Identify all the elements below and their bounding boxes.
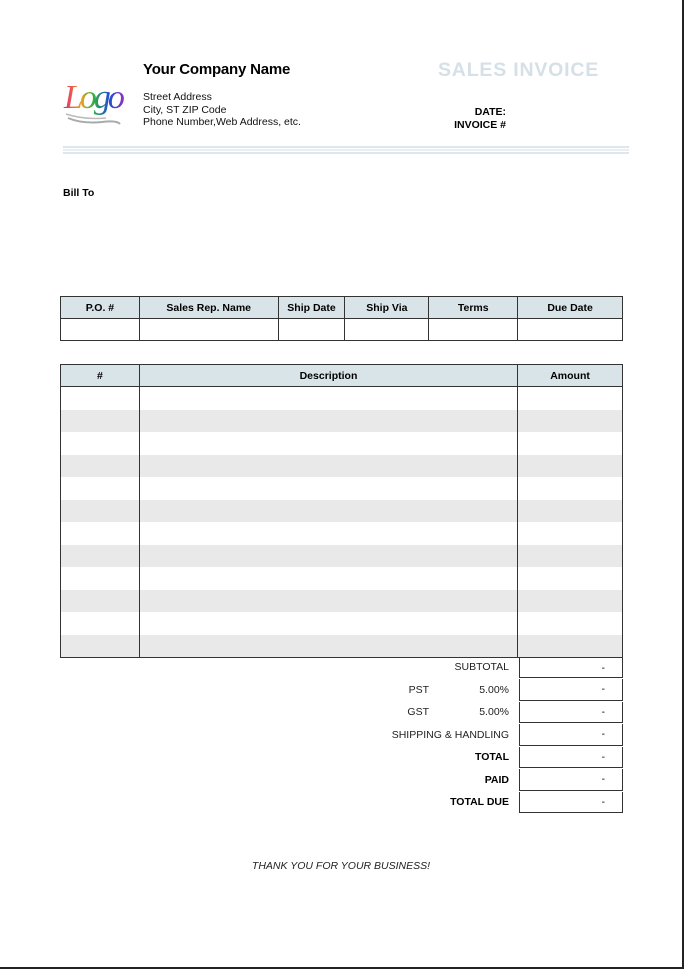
gst-row [300, 701, 623, 724]
po-number-cell[interactable] [61, 319, 140, 341]
subtotal-label: SUBTOTAL [454, 661, 509, 674]
description-cell[interactable] [139, 545, 517, 568]
totals-section [300, 656, 623, 814]
table-row [61, 455, 623, 478]
amount-cell[interactable] [518, 522, 623, 545]
city-state-zip: City, ST ZIP Code [143, 103, 227, 116]
table-row [61, 387, 623, 410]
item-number-cell[interactable] [61, 455, 140, 478]
invoice-title: SALES INVOICE [438, 59, 600, 81]
pst-rate: 5.00% [479, 683, 509, 696]
total-due-label: TOTAL DUE [450, 796, 509, 809]
gst-rate: 5.00% [479, 706, 509, 719]
description-header: Description [139, 365, 517, 387]
total-due-value[interactable]: - [519, 792, 623, 814]
line-items-table [60, 364, 623, 658]
description-cell[interactable] [139, 410, 517, 433]
company-address-block [143, 91, 301, 129]
date-label: DATE: [474, 106, 506, 118]
total-value[interactable]: - [519, 747, 623, 769]
line-items-header-row [61, 365, 623, 387]
item-number-cell[interactable] [61, 500, 140, 523]
description-cell[interactable] [139, 635, 517, 658]
amount-cell[interactable] [518, 612, 623, 635]
gst-value[interactable]: - [519, 702, 623, 724]
item-number-cell[interactable] [61, 567, 140, 590]
shipping-label: SHIPPING & HANDLING [391, 728, 509, 741]
order-info-header-row [61, 297, 623, 319]
pst-row [300, 679, 623, 702]
header-divider [63, 146, 629, 154]
description-cell[interactable] [139, 387, 517, 410]
amount-cell[interactable] [518, 590, 623, 613]
table-row [61, 567, 623, 590]
thank-you-message: THANK YOU FOR YOUR BUSINESS! [251, 860, 431, 872]
description-cell[interactable] [139, 455, 517, 478]
table-row [61, 635, 623, 658]
description-cell[interactable] [139, 432, 517, 455]
pst-value[interactable]: - [519, 679, 623, 701]
due-date-header: Due Date [518, 297, 623, 319]
amount-cell[interactable] [518, 567, 623, 590]
description-cell[interactable] [139, 500, 517, 523]
paid-value[interactable]: - [519, 769, 623, 791]
item-number-cell[interactable] [61, 590, 140, 613]
table-row [61, 410, 623, 433]
item-number-cell[interactable] [61, 432, 140, 455]
table-row [61, 545, 623, 568]
table-row [61, 477, 623, 500]
description-cell[interactable] [139, 477, 517, 500]
invoice-number-label: INVOICE # [454, 118, 506, 131]
ship-via-cell[interactable] [345, 319, 429, 341]
contact-info: Phone Number,Web Address, etc. [143, 116, 301, 128]
item-number-header: # [61, 365, 140, 387]
subtotal-row [300, 656, 623, 679]
item-number-cell[interactable] [61, 522, 140, 545]
sales-rep-header: Sales Rep. Name [139, 297, 278, 319]
terms-header: Terms [429, 297, 518, 319]
description-cell[interactable] [139, 522, 517, 545]
po-number-header: P.O. # [61, 297, 140, 319]
subtotal-value[interactable]: - [519, 657, 623, 679]
invoice-meta [420, 106, 506, 131]
table-row [61, 612, 623, 635]
table-row [61, 590, 623, 613]
terms-cell[interactable] [429, 319, 518, 341]
sales-rep-cell[interactable] [139, 319, 278, 341]
amount-cell[interactable] [518, 455, 623, 478]
description-cell[interactable] [139, 612, 517, 635]
table-row [61, 432, 623, 455]
amount-cell[interactable] [518, 387, 623, 410]
table-row [61, 522, 623, 545]
company-logo-icon [62, 62, 124, 128]
total-row [300, 746, 623, 769]
table-row [61, 500, 623, 523]
amount-cell[interactable] [518, 432, 623, 455]
order-info-row [61, 319, 623, 341]
paid-row [300, 769, 623, 792]
street-address: Street Address [143, 91, 212, 103]
due-date-cell[interactable] [518, 319, 623, 341]
gst-label: GST [407, 706, 429, 719]
svg-text:Logo: Logo [64, 79, 122, 116]
shipping-row [300, 724, 623, 747]
description-cell[interactable] [139, 590, 517, 613]
total-due-row [300, 791, 623, 814]
ship-via-header: Ship Via [345, 297, 429, 319]
amount-cell[interactable] [518, 545, 623, 568]
amount-cell[interactable] [518, 500, 623, 523]
item-number-cell[interactable] [61, 545, 140, 568]
item-number-cell[interactable] [61, 635, 140, 658]
item-number-cell[interactable] [61, 477, 140, 500]
shipping-value[interactable]: - [519, 724, 623, 746]
pst-label: PST [408, 683, 429, 696]
amount-cell[interactable] [518, 477, 623, 500]
bill-to-label: Bill To [63, 187, 95, 199]
amount-cell[interactable] [518, 410, 623, 433]
item-number-cell[interactable] [61, 410, 140, 433]
item-number-cell[interactable] [61, 612, 140, 635]
ship-date-header: Ship Date [278, 297, 345, 319]
amount-header: Amount [518, 365, 623, 387]
item-number-cell[interactable] [61, 387, 140, 410]
order-info-table [60, 296, 623, 341]
company-name: Your Company Name [143, 61, 291, 78]
amount-cell[interactable] [518, 635, 623, 658]
total-label: TOTAL [474, 751, 509, 764]
description-cell[interactable] [139, 567, 517, 590]
ship-date-cell[interactable] [278, 319, 345, 341]
paid-label: PAID [484, 773, 509, 786]
